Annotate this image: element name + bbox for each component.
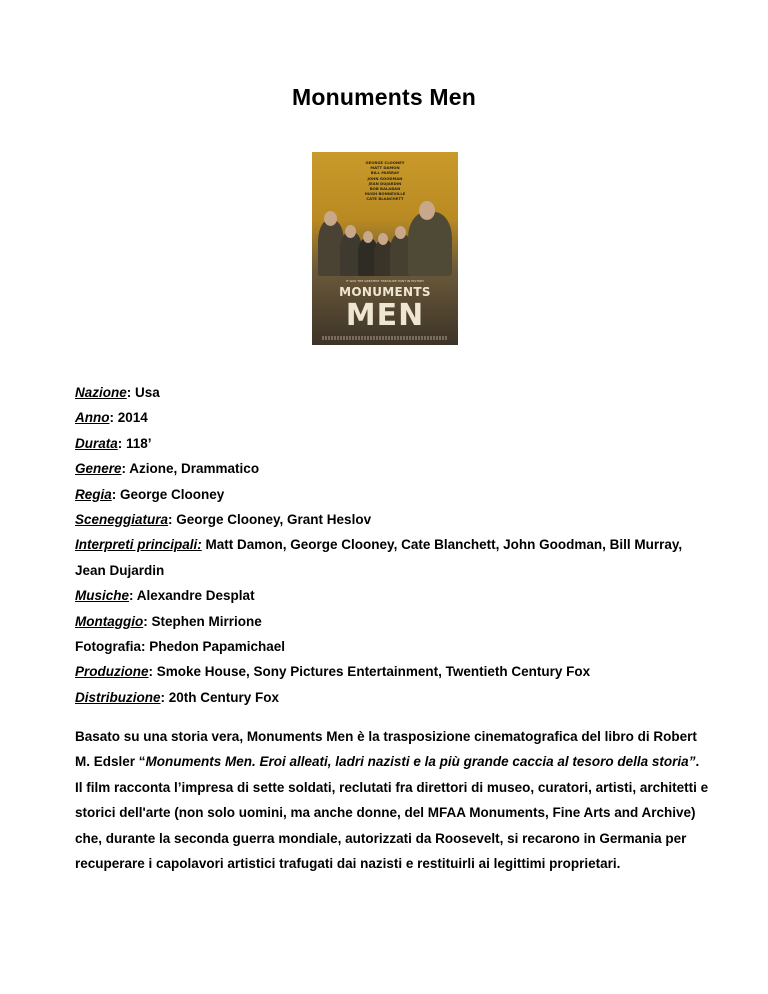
- fact-label: Sceneggiatura: [75, 512, 169, 528]
- fact-value: George Clooney, Grant Heslov: [176, 512, 372, 528]
- fact-row: [75, 583, 715, 608]
- poster-credits: GEORGE CLOONEY MATT DAMON BILL MURRAY JOHN GOODMAN JEAN DUJARDIN BOB BALABAN HUGH BONNEVILLE CATE BLANCHETT: [364, 160, 406, 202]
- synopsis-paragraph-1: [75, 724, 715, 775]
- synopsis-paragraph-2: Il film racconta l’impresa di sette soldati, reclutati fra direttori di museo, curatori, artisti, architetti e storici dell'arte (non solo uomini, ma anche donne, del MFAA Monuments, Fine Arts and Archive) che, durante la seconda guerra mondiale, autorizzati da Roosevelt, si recarono in Germania per recuperare i capolavori artistici trafugati dai nazisti e restituirli ai legittimi proprietari.: [75, 779, 709, 872]
- fact-separator: :: [126, 385, 136, 400]
- fact-value: Azione, Drammatico: [129, 461, 260, 477]
- fact-separator: :: [109, 410, 118, 426]
- fact-value: Alexandre Desplat: [136, 588, 255, 604]
- movie-facts-list: [75, 380, 715, 710]
- page-title: Monuments Men: [291, 84, 477, 110]
- movie-poster-image: [312, 152, 458, 345]
- fact-value: Phedon Papamichael: [149, 639, 286, 655]
- fact-value: Stephen Mirrione: [151, 613, 262, 629]
- fact-separator: :: [117, 435, 127, 451]
- fact-label: Interpreti principali:: [75, 537, 202, 553]
- fact-row: [75, 659, 715, 684]
- fact-label: Produzione: [75, 664, 149, 680]
- poster-billing-block: [322, 336, 448, 340]
- synopsis-text: .: [695, 754, 700, 770]
- poster-logo-line1: MONUMENTS: [339, 285, 431, 299]
- fact-separator: :: [143, 613, 152, 629]
- poster-cast-figures: [312, 206, 458, 276]
- fact-label: Anno: [75, 410, 110, 426]
- fact-label: Nazione: [75, 385, 127, 400]
- fact-row: [75, 456, 715, 481]
- fact-separator: :: [160, 689, 169, 705]
- fact-value: Matt Damon, George Clooney, Cate Blanchett, John Goodman, Bill Murray, Jean Dujardin: [75, 537, 683, 578]
- fact-separator: :: [148, 664, 157, 680]
- fact-row: [75, 380, 715, 405]
- fact-value: 2014: [117, 410, 148, 426]
- fact-value: George Clooney: [120, 486, 225, 502]
- fact-label: Distribuzione: [75, 689, 161, 705]
- fact-value: Usa: [135, 385, 160, 400]
- fact-label: Fotografia: [75, 639, 141, 655]
- fact-label: Musiche: [75, 588, 130, 604]
- poster-logo-line2: MEN: [345, 298, 425, 333]
- fact-row: [75, 405, 715, 430]
- fact-row: [75, 507, 715, 532]
- fact-separator: :: [129, 588, 137, 604]
- book-title: Monuments Men. Eroi alleati, ladri nazisti e la più grande caccia al tesoro della storia”: [145, 754, 696, 770]
- fact-label: Montaggio: [75, 613, 144, 629]
- fact-separator: :: [141, 639, 150, 655]
- fact-row: [75, 609, 715, 634]
- fact-separator: :: [168, 512, 177, 528]
- fact-value: Smoke House, Sony Pictures Entertainment, Twentieth Century Fox: [156, 664, 591, 680]
- synopsis-text: Basato su una storia vera, Monuments Men è la trasposizione cinematografica del libro di Robert M. Edsler “: [75, 729, 697, 770]
- fact-row: [75, 482, 715, 507]
- fact-row: [75, 532, 715, 583]
- fact-label: Regia: [75, 486, 112, 502]
- fact-value: 20th Century Fox: [168, 689, 280, 705]
- poster-tagline: IT WAS THE GREATEST TREASURE HUNT IN HISTORY: [345, 279, 425, 283]
- fact-separator: :: [121, 461, 130, 477]
- fact-row: [75, 431, 715, 456]
- fact-row: [75, 634, 715, 659]
- fact-value: 118’: [126, 435, 152, 451]
- fact-label: Durata: [75, 435, 118, 451]
- fact-label: Genere: [75, 461, 122, 477]
- fact-row: [75, 685, 715, 710]
- fact-separator: :: [111, 486, 121, 502]
- synopsis: [75, 724, 715, 876]
